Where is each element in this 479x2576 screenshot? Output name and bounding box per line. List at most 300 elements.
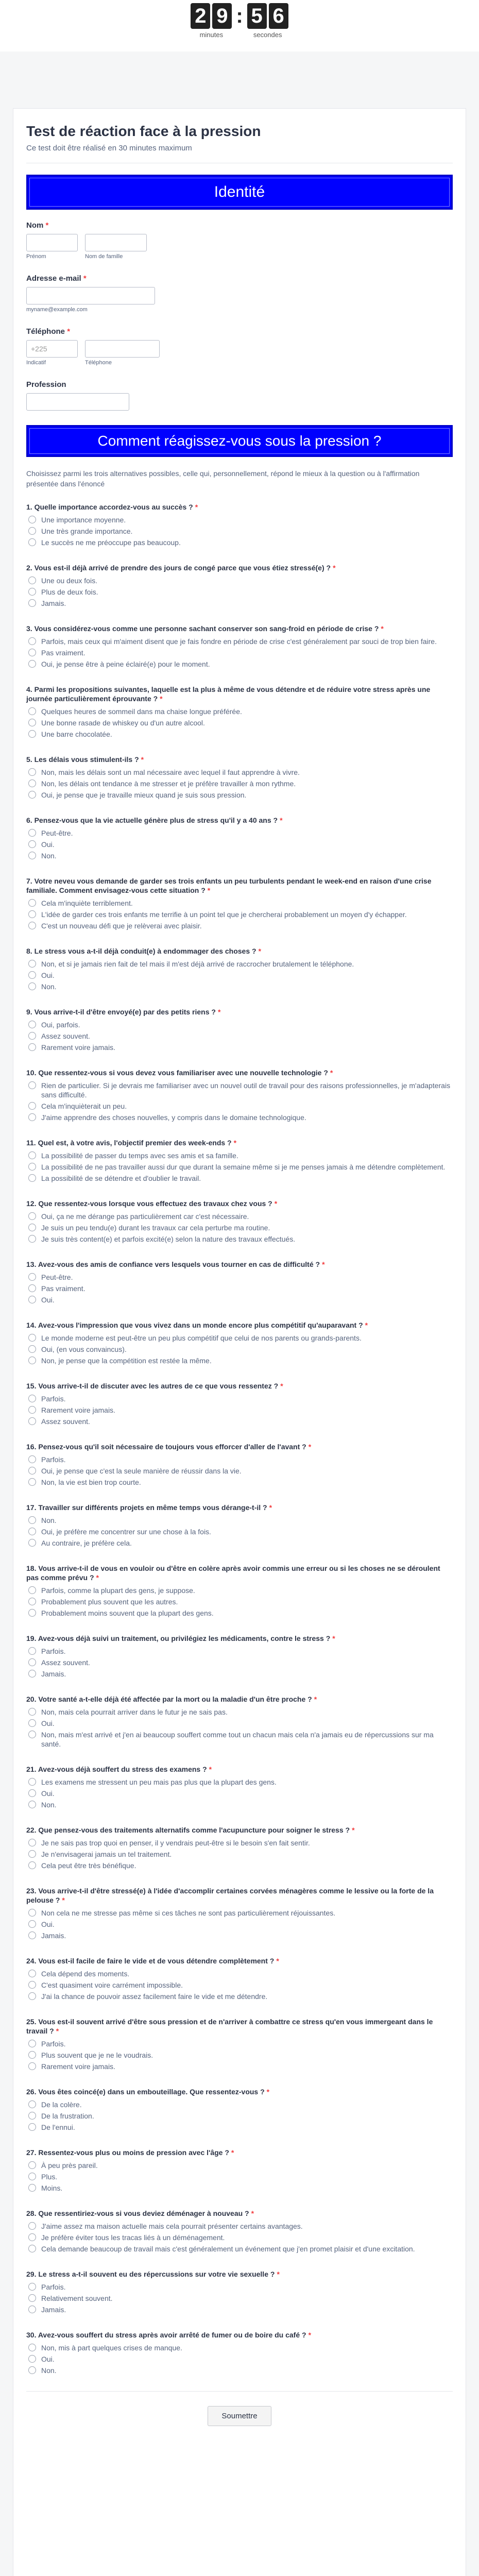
question-block	[26, 946, 453, 991]
answer-option[interactable]	[28, 1455, 453, 1464]
radio-button[interactable]	[28, 1357, 36, 1364]
answer-option[interactable]	[28, 1730, 453, 1749]
answer-option[interactable]	[28, 1800, 453, 1809]
radio-button[interactable]	[28, 649, 36, 656]
name-field	[26, 221, 453, 260]
answer-option[interactable]	[28, 899, 453, 908]
answer-option-label: Parfois.	[41, 1395, 66, 1403]
question-text	[26, 1381, 453, 1391]
question-block	[26, 1199, 453, 1244]
answer-option[interactable]	[28, 2343, 453, 2352]
answer-option[interactable]	[28, 1658, 453, 1667]
answer-option[interactable]	[28, 1920, 453, 1929]
answer-option[interactable]	[28, 1669, 453, 1679]
radio-button[interactable]	[28, 1586, 36, 1594]
answer-option-label: Plus de deux fois.	[41, 588, 98, 596]
radio-button[interactable]	[28, 2112, 36, 2120]
required-marker: *	[333, 564, 336, 572]
answer-option[interactable]	[28, 1081, 453, 1099]
question-text	[26, 2148, 453, 2157]
answer-option-label: Rarement voire jamais.	[41, 1043, 115, 1052]
answer-option[interactable]	[28, 1295, 453, 1304]
answer-option[interactable]	[28, 587, 453, 597]
radio-button[interactable]	[28, 1284, 36, 1292]
answer-option[interactable]	[28, 1586, 453, 1595]
answer-option[interactable]	[28, 2282, 453, 2292]
email-sublabel: myname@example.com	[26, 307, 88, 313]
answer-option[interactable]	[28, 1394, 453, 1403]
answer-option-label: Je suis très content(e) et parfois excité(e) selon la nature des travaux effectués.	[41, 1235, 296, 1243]
identity-banner: Identité	[26, 175, 453, 210]
answer-option[interactable]	[28, 982, 453, 991]
radio-button[interactable]	[28, 1708, 36, 1716]
answer-option[interactable]	[28, 2172, 453, 2181]
answer-option[interactable]	[28, 2244, 453, 2253]
question-label: 9. Vous arrive-t-il d'être envoyé(e) par des petits riens ?	[26, 1008, 216, 1016]
submit-button[interactable]: Soumettre	[208, 2406, 271, 2426]
question-label: 29. Le stress a-t-il souvent eu des répercussions sur votre vie sexuelle ?	[26, 2270, 275, 2278]
form-subtitle: Ce test doit être réalisé en 30 minutes maximum	[26, 144, 192, 152]
answer-option[interactable]	[28, 1538, 453, 1548]
radio-button[interactable]	[28, 1174, 36, 1182]
question-block	[26, 1634, 453, 1679]
first-name-sublabel: Prénom	[26, 253, 46, 260]
answer-option[interactable]	[28, 1234, 453, 1244]
answer-option[interactable]	[28, 730, 453, 739]
last-name-input[interactable]	[85, 234, 147, 251]
answer-option[interactable]	[28, 1356, 453, 1365]
radio-button[interactable]	[28, 2051, 36, 2059]
required-marker: *	[160, 694, 163, 703]
required-marker: *	[352, 1826, 355, 1834]
answer-option[interactable]	[28, 1789, 453, 1798]
answer-option-label: Non.	[41, 852, 57, 860]
required-marker: *	[62, 1896, 65, 1904]
answer-option[interactable]	[28, 2294, 453, 2303]
answer-option[interactable]	[28, 1174, 453, 1183]
required-marker: *	[269, 1503, 272, 1512]
radio-button[interactable]	[28, 1417, 36, 1425]
question-label: 5. Les délais vous stimulent-ils ?	[26, 755, 139, 764]
answer-option-label: Non, mis à part quelques crises de manque.	[41, 2344, 182, 2352]
question-block	[26, 1442, 453, 1487]
answer-option[interactable]	[28, 1527, 453, 1536]
answer-option-label: De la frustration.	[41, 2112, 94, 2120]
radio-button[interactable]	[28, 2062, 36, 2070]
radio-button[interactable]	[28, 1850, 36, 1858]
answer-option[interactable]	[28, 1992, 453, 2001]
answer-option[interactable]	[28, 1608, 453, 1618]
question-text	[26, 563, 453, 572]
timer-separator: :	[236, 5, 243, 27]
answer-option[interactable]	[28, 2366, 453, 2375]
phone-code-input[interactable]: +225	[26, 340, 78, 358]
question-label: 30. Avez-vous souffert du stress après avoir arrêté de fumer ou de boire du café ?	[26, 2331, 306, 2339]
answer-option-label: De l'ennui.	[41, 2123, 75, 2131]
answer-option[interactable]	[28, 1223, 453, 1232]
question-label: 23. Vous arrive-t-il d'être stressé(e) à l'idée d'accomplir certaines corvées ménagères comme le lessive ou la forte de la pelouse ?	[26, 1887, 434, 1904]
answer-option[interactable]	[28, 718, 453, 727]
radio-button[interactable]	[28, 1081, 36, 1089]
phone-label: Téléphone *	[26, 327, 71, 336]
radio-button[interactable]	[28, 730, 36, 738]
radio-button[interactable]	[28, 577, 36, 584]
radio-button[interactable]	[28, 1647, 36, 1655]
question-text	[26, 1138, 453, 1147]
radio-button[interactable]	[28, 1021, 36, 1028]
answer-option[interactable]	[28, 910, 453, 919]
answer-option[interactable]	[28, 2233, 453, 2242]
email-field	[26, 274, 453, 313]
answer-option[interactable]	[28, 1478, 453, 1487]
answer-option[interactable]	[28, 648, 453, 657]
radio-button[interactable]	[28, 791, 36, 799]
radio-button[interactable]	[28, 1345, 36, 1353]
radio-button[interactable]	[28, 960, 36, 968]
question-block	[26, 1068, 453, 1122]
radio-button[interactable]	[28, 2161, 36, 2169]
question-block	[26, 2269, 453, 2314]
answer-option-label: Oui.	[41, 1719, 55, 1727]
radio-button[interactable]	[28, 538, 36, 546]
required-marker: *	[207, 886, 211, 894]
answer-option-label: Parfois, mais ceux qui m'aiment disent que je fais fondre en période de crise c'est généralement par souci de trop bien faire.	[41, 637, 437, 646]
form-card	[13, 108, 466, 2576]
answer-option-label: Parfois, comme la plupart des gens, je suppose.	[41, 1586, 195, 1595]
radio-button[interactable]	[28, 2355, 36, 2363]
radio-button[interactable]	[28, 1909, 36, 1917]
radio-button[interactable]	[28, 1992, 36, 2000]
question-text	[26, 755, 453, 764]
answer-option[interactable]	[28, 2183, 453, 2193]
answer-option-label: Au contraire, je préfère cela.	[41, 1539, 132, 1547]
answer-option[interactable]	[28, 1850, 453, 1859]
radio-button[interactable]	[28, 1731, 36, 1738]
question-text	[26, 816, 453, 825]
answer-option-label: Quelques heures de sommeil dans ma chaise longue préférée.	[41, 707, 242, 716]
radio-button[interactable]	[28, 1163, 36, 1171]
radio-button[interactable]	[28, 1455, 36, 1463]
required-marker: *	[277, 2270, 280, 2278]
answer-option[interactable]	[28, 1273, 453, 1282]
radio-button[interactable]	[28, 922, 36, 929]
radio-button[interactable]	[28, 852, 36, 859]
answer-option[interactable]	[28, 840, 453, 849]
form-header	[26, 109, 453, 163]
answer-option[interactable]	[28, 2354, 453, 2364]
radio-button[interactable]	[28, 840, 36, 848]
answer-option[interactable]	[28, 2123, 453, 2132]
radio-button[interactable]	[28, 1043, 36, 1051]
answer-option[interactable]	[28, 1707, 453, 1717]
last-name-sublabel: Nom de famille	[85, 253, 123, 260]
radio-button[interactable]	[28, 516, 36, 523]
radio-button[interactable]	[28, 1801, 36, 1808]
radio-button[interactable]	[28, 1406, 36, 1414]
answer-option-label: Une bonne rasade de whiskey ou d'un autre alcool.	[41, 719, 205, 727]
radio-button[interactable]	[28, 1273, 36, 1281]
question-label: 25. Vous est-il souvent arrivé d'être sous pression et de n'arriver à combattre ce stress qu'en vous immergeant dans le travail ?	[26, 2018, 433, 2035]
radio-button[interactable]	[28, 982, 36, 990]
question-text	[26, 2330, 453, 2340]
answer-option[interactable]	[28, 2039, 453, 2048]
answer-option-label: Non, les délais ont tendance à me stresser et je préfère travailler à mon rythme.	[41, 779, 296, 788]
answer-option[interactable]	[28, 1333, 453, 1343]
answer-option[interactable]	[28, 1284, 453, 1293]
answer-option-label: Oui, (en vous convaincus).	[41, 1345, 127, 1353]
radio-button[interactable]	[28, 1670, 36, 1677]
radio-button[interactable]	[28, 1609, 36, 1617]
question-text	[26, 1634, 453, 1643]
required-marker: *	[141, 755, 144, 764]
question-block	[26, 1765, 453, 1809]
minutes-ones-digit: 9	[212, 3, 232, 29]
answer-option-label: À peu près pareil.	[41, 2161, 98, 2170]
radio-button[interactable]	[28, 2222, 36, 2230]
answer-option[interactable]	[28, 2050, 453, 2060]
answer-option-label: Le succès ne me préoccupe pas beaucoup.	[41, 538, 181, 547]
answer-option[interactable]	[28, 1777, 453, 1787]
question-text	[26, 1956, 453, 1965]
answer-option[interactable]	[28, 1405, 453, 1415]
radio-button[interactable]	[28, 1539, 36, 1547]
minutes-label: minutes	[199, 31, 224, 39]
answer-option-label: Assez souvent.	[41, 1658, 90, 1667]
radio-button[interactable]	[28, 719, 36, 726]
seconds-tens-digit: 5	[247, 3, 267, 29]
answer-option[interactable]	[28, 1162, 453, 1172]
radio-button[interactable]	[28, 1658, 36, 1666]
question-block	[26, 1007, 453, 1052]
radio-button[interactable]	[28, 2123, 36, 2131]
answer-option[interactable]	[28, 2111, 453, 2121]
radio-button[interactable]	[28, 2100, 36, 2108]
radio-button[interactable]	[28, 1235, 36, 1243]
seconds-group	[247, 3, 288, 39]
answer-option-label: Peut-être.	[41, 1273, 73, 1281]
question-label: 15. Vous arrive-t-il de discuter avec les autres de ce que vous ressentez ?	[26, 1382, 279, 1390]
radio-button[interactable]	[28, 2173, 36, 2180]
radio-button[interactable]	[28, 910, 36, 918]
answer-option-label: Probablement plus souvent que les autres.	[41, 1598, 178, 1606]
question-block	[26, 563, 453, 608]
answer-option[interactable]	[28, 1838, 453, 1848]
radio-button[interactable]	[28, 1598, 36, 1605]
radio-button[interactable]	[28, 1334, 36, 1342]
minutes-tens-digit: 2	[191, 3, 210, 29]
answer-option[interactable]	[28, 2222, 453, 2231]
radio-button[interactable]	[28, 707, 36, 715]
answer-option-label: Jamais.	[41, 2306, 66, 2314]
radio-button[interactable]	[28, 899, 36, 907]
answer-option[interactable]	[28, 851, 453, 860]
answer-option[interactable]	[28, 1647, 453, 1656]
radio-button[interactable]	[28, 2233, 36, 2241]
answer-option[interactable]	[28, 576, 453, 585]
answer-option[interactable]	[28, 1861, 453, 1870]
question-label: 7. Votre neveu vous demande de garder ses trois enfants un peu turbulents pendant le week-end en raison d'une crise familiale. Comment envisagez-vous cette situation ?	[26, 877, 432, 894]
profession-label: Profession	[26, 380, 66, 389]
radio-button[interactable]	[28, 1516, 36, 1524]
email-label: Adresse e-mail *	[26, 274, 87, 283]
question-label: 27. Ressentez-vous plus ou moins de pression avec l'âge ?	[26, 2148, 229, 2157]
answer-option[interactable]	[28, 515, 453, 524]
answer-option[interactable]	[28, 1212, 453, 1221]
radio-button[interactable]	[28, 1981, 36, 1989]
question-text	[26, 1260, 453, 1269]
required-marker: *	[332, 1634, 335, 1642]
question-text	[26, 946, 453, 956]
answer-option[interactable]	[28, 1151, 453, 1160]
radio-button[interactable]	[28, 1467, 36, 1475]
answer-option[interactable]	[28, 599, 453, 608]
radio-button[interactable]	[28, 2245, 36, 2252]
question-block	[26, 755, 453, 800]
question-label: 28. Que ressentiriez-vous si vous deviez déménager à nouveau ?	[26, 2209, 249, 2217]
radio-button[interactable]	[28, 768, 36, 776]
phone-number-input[interactable]	[85, 340, 160, 358]
answer-option[interactable]	[28, 1719, 453, 1728]
answer-option[interactable]	[28, 959, 453, 969]
phone-field	[26, 327, 453, 366]
radio-button[interactable]	[28, 1113, 36, 1121]
answer-option[interactable]	[28, 1597, 453, 1606]
answer-option[interactable]	[28, 659, 453, 669]
answer-option-label: Parfois.	[41, 1647, 66, 1655]
radio-button[interactable]	[28, 2366, 36, 2374]
answer-option[interactable]	[28, 1980, 453, 1990]
radio-button[interactable]	[28, 637, 36, 645]
radio-button[interactable]	[28, 1212, 36, 1220]
radio-button[interactable]	[28, 829, 36, 837]
radio-button[interactable]	[28, 1528, 36, 1535]
answer-option[interactable]	[28, 2100, 453, 2109]
radio-button[interactable]	[28, 1861, 36, 1869]
radio-button[interactable]	[28, 1395, 36, 1402]
question-block	[26, 2148, 453, 2193]
radio-button[interactable]	[28, 1719, 36, 1727]
answer-option[interactable]	[28, 768, 453, 777]
answer-option[interactable]	[28, 538, 453, 547]
answer-option[interactable]	[28, 971, 453, 980]
answer-option[interactable]	[28, 1043, 453, 1052]
answer-option-label: Oui, je pense que c'est la seule manière de réussir dans la vie.	[41, 1467, 242, 1475]
phone-code-sublabel: Indicatif	[26, 360, 46, 366]
answer-option-label: Rarement voire jamais.	[41, 1406, 115, 1414]
required-marker: *	[209, 1765, 212, 1773]
answer-option[interactable]	[28, 1908, 453, 1918]
answer-option[interactable]	[28, 790, 453, 800]
radio-button[interactable]	[28, 1102, 36, 1110]
question-block	[26, 1694, 453, 1749]
radio-button[interactable]	[28, 779, 36, 787]
required-marker: *	[251, 2209, 254, 2217]
radio-button[interactable]	[28, 1224, 36, 1231]
answer-option[interactable]	[28, 637, 453, 646]
radio-button[interactable]	[28, 1789, 36, 1797]
answer-option[interactable]	[28, 1101, 453, 1111]
radio-button[interactable]	[28, 1032, 36, 1040]
answer-option-label: Cela peut être très bénéfique.	[41, 1861, 136, 1870]
radio-button[interactable]	[28, 2283, 36, 2291]
answer-option[interactable]	[28, 921, 453, 930]
radio-button[interactable]	[28, 1920, 36, 1928]
required-marker: *	[233, 1139, 237, 1147]
answer-option[interactable]	[28, 1020, 453, 1029]
answer-option[interactable]	[28, 1113, 453, 1122]
question-label: 21. Avez-vous déjà souffert du stress des examens ?	[26, 1765, 207, 1773]
radio-button[interactable]	[28, 1970, 36, 1977]
answer-option[interactable]	[28, 1031, 453, 1041]
first-name-input[interactable]	[26, 234, 78, 251]
answer-option-label: Oui.	[41, 2355, 55, 2363]
countdown-timer	[191, 3, 288, 39]
radio-button[interactable]	[28, 1931, 36, 1939]
radio-button[interactable]	[28, 2344, 36, 2351]
answer-option[interactable]	[28, 1466, 453, 1476]
answer-option[interactable]	[28, 2161, 453, 2170]
answer-option-label: La possibilité de se détendre et d'oublier le travail.	[41, 1174, 201, 1182]
answer-option[interactable]	[28, 2062, 453, 2071]
answer-option[interactable]	[28, 1345, 453, 1354]
radio-button[interactable]	[28, 2294, 36, 2302]
radio-button[interactable]	[28, 588, 36, 596]
answer-option[interactable]	[28, 1516, 453, 1525]
answer-option[interactable]	[28, 1417, 453, 1426]
answer-option-label: Pas vraiment.	[41, 649, 85, 657]
question-block	[26, 624, 453, 669]
radio-button[interactable]	[28, 2040, 36, 2047]
answer-option[interactable]	[28, 2305, 453, 2314]
question-block	[26, 1886, 453, 1940]
email-input[interactable]	[26, 287, 155, 304]
answer-option[interactable]	[28, 828, 453, 838]
question-text	[26, 1825, 453, 1835]
answer-option[interactable]	[28, 527, 453, 536]
radio-button[interactable]	[28, 2306, 36, 2313]
profession-input[interactable]	[26, 393, 129, 411]
answer-option-label: Cela demande beaucoup de travail mais c'est généralement un événement que j'en promet plaisir et d'une excitation.	[41, 2245, 415, 2253]
radio-button[interactable]	[28, 1478, 36, 1486]
answer-option-label: Pas vraiment.	[41, 1284, 85, 1293]
radio-button[interactable]	[28, 599, 36, 607]
answer-option-label: Non, mais les délais sont un mal nécessaire avec lequel il faut apprendre à vivre.	[41, 768, 300, 776]
answer-option[interactable]	[28, 1969, 453, 1978]
answer-option[interactable]	[28, 779, 453, 788]
answer-option-label: Non, la vie est bien trop courte.	[41, 1478, 141, 1486]
radio-button[interactable]	[28, 660, 36, 668]
question-label: 2. Vous est-il déjà arrivé de prendre des jours de congé parce que vous étiez stressé(e) ?	[26, 564, 331, 572]
radio-button[interactable]	[28, 1839, 36, 1846]
radio-button[interactable]	[28, 527, 36, 535]
answer-option-label: Non cela ne me stresse pas même si ces tâches ne sont pas particulièrement réjouissantes.	[41, 1909, 336, 1917]
answer-option-label: Oui.	[41, 1789, 55, 1798]
radio-button[interactable]	[28, 2184, 36, 2192]
answer-option-label: J'aime apprendre des choses nouvelles, y compris dans le domaine technologique.	[41, 1113, 306, 1122]
required-marker: *	[330, 1069, 333, 1077]
answer-option-label: Assez souvent.	[41, 1417, 90, 1426]
radio-button[interactable]	[28, 971, 36, 979]
radio-button[interactable]	[28, 1778, 36, 1786]
radio-button[interactable]	[28, 1151, 36, 1159]
question-label: 6. Pensez-vous que la vie actuelle génère plus de stress qu'il y a 40 ans ?	[26, 816, 278, 824]
required-marker: *	[96, 1573, 99, 1582]
answer-option-label: Parfois.	[41, 2283, 66, 2291]
required-marker: *	[217, 1008, 221, 1016]
answer-option[interactable]	[28, 707, 453, 716]
radio-button[interactable]	[28, 1296, 36, 1303]
answer-option[interactable]	[28, 1931, 453, 1940]
